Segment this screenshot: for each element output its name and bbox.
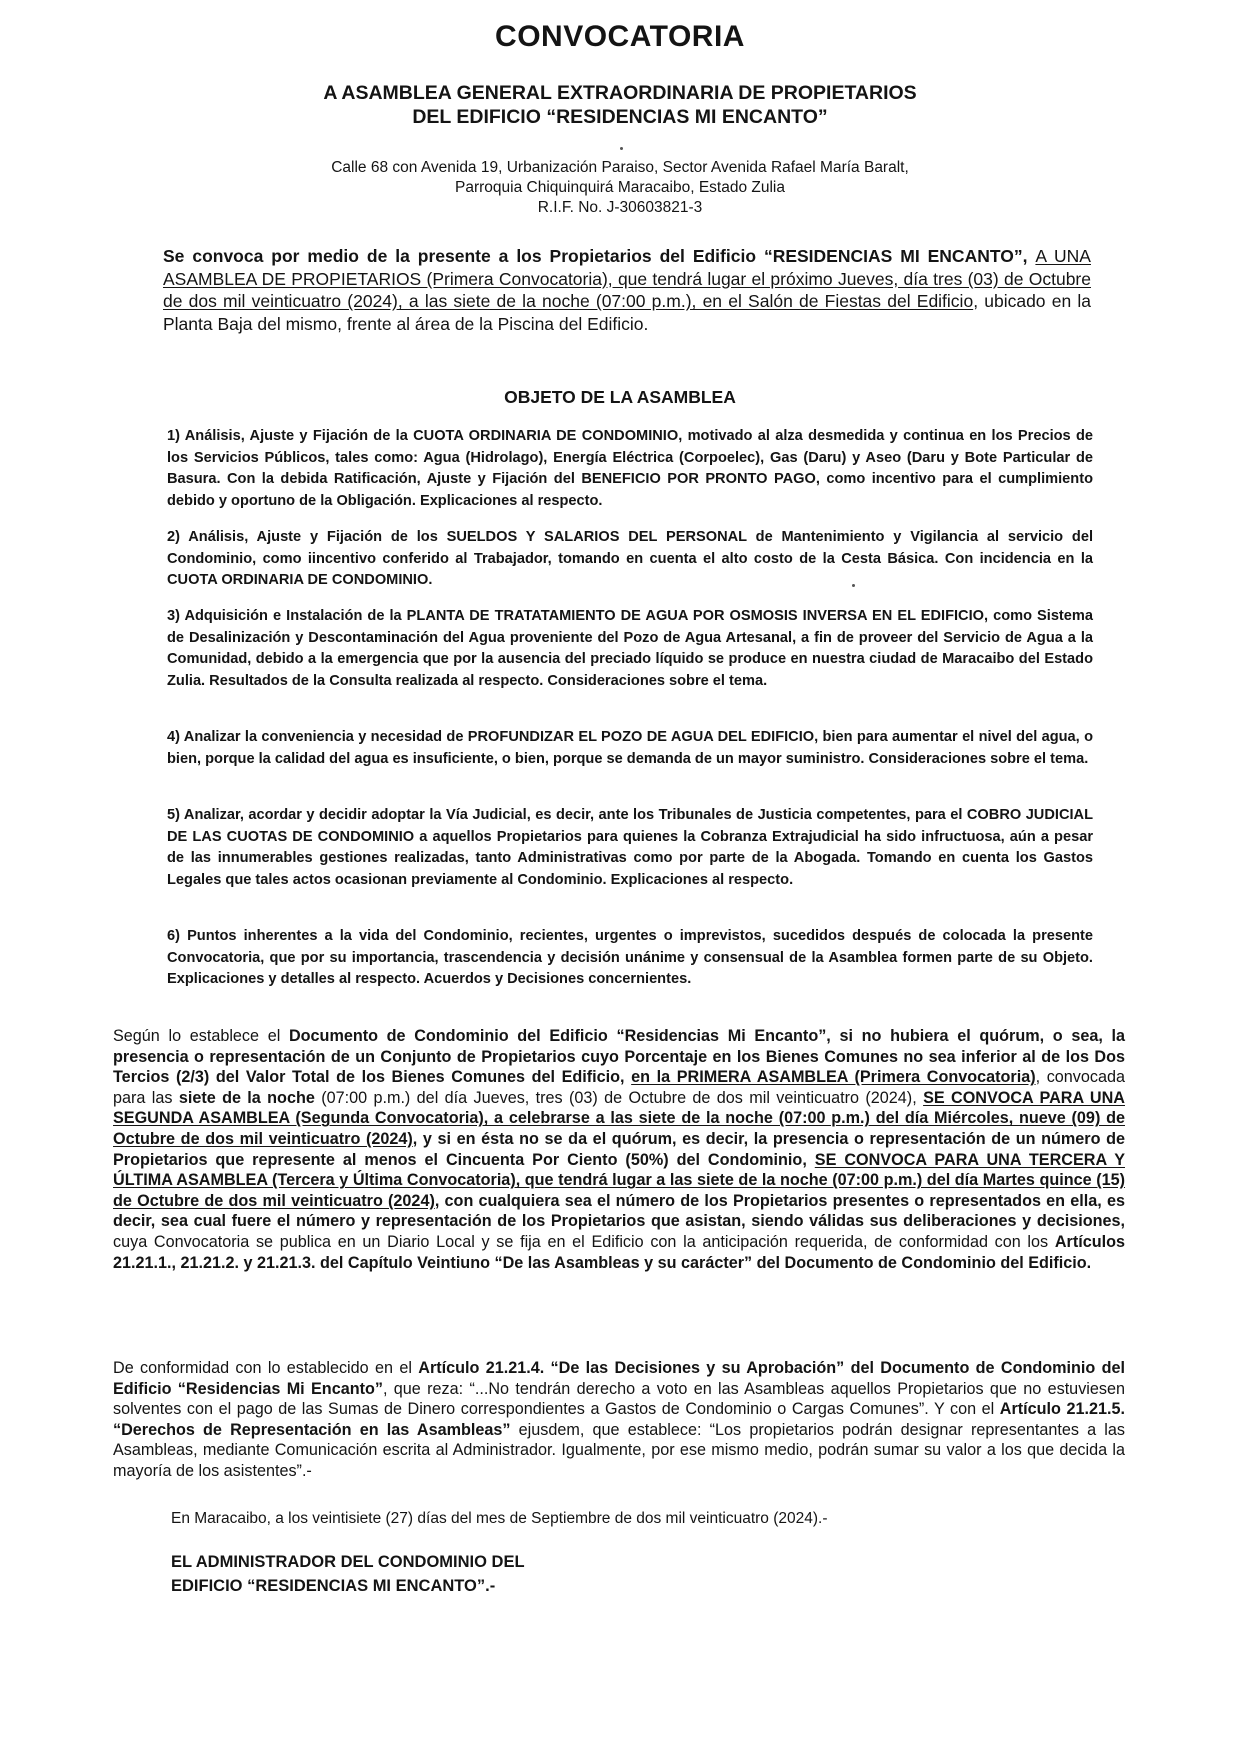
quorum-underline-3: SE CONVOCA PARA UNA TERCERA Y ÚLTIMA ASAMBLEA (Tercera y Última Convocatoria), que tendrá lugar a las siete de la noche (07:00 p.m.) del día Martes quince (15) de Octubre de dos mil veinticuatro (2024) <box>113 1150 1125 1210</box>
signature-line-2: EDIFICIO “RESIDENCIAS MI ENCANTO”.- <box>171 1577 496 1595</box>
quorum-text-1: Según lo establece el <box>113 1027 289 1045</box>
articulo-text-3: ejusdem, que establece: “Los propietarios podrán designar representantes a las Asambleas, mediante Comunicación escrita al Administrador. Igualmente, por ese mismo medio, podrán sumar su valor a los que decida la mayoría de los asistentes”.- <box>113 1420 1125 1480</box>
quorum-bold-4: , con cualquiera sea el número de los Propietarios presentes o representados en ella, es decir, sea cual fuere el número y representación de los Propietarios que asistan, siendo válidas sus deliberaciones y decisiones, <box>113 1191 1125 1231</box>
quorum-bold-5: Artículos 21.21.1., 21.21.2. y 21.21.3. del Capítulo Veintiuno “De las Asambleas y su carácter” del Documento de Condominio del Edificio. <box>113 1232 1125 1272</box>
intro-paragraph <box>163 245 1091 335</box>
agenda-item-1: 1) Análisis, Ajuste y Fijación de la CUOTA ORDINARIA DE CONDOMINIO, motivado al alza desmedida y continua en los Precios de los Servicios Públicos, tales como: Agua (Hidrolago), Energía Eléctrica (Corpoelec), Gas (Daru) y Aseo (Daru y Bote Particular de Basura. Con la debida Ratificación, Ajuste y Fijación del BENEFICIO POR PRONTO PAGO, como incentivo para el cumplimiento debido y oportuno de la Obligación. Explicaciones al respecto. <box>167 428 1093 509</box>
quorum-underline-1: en la PRIMERA ASAMBLEA (Primera Convocatoria) <box>631 1068 1036 1087</box>
quorum-bold-2: siete de la noche <box>178 1088 315 1107</box>
articulo-text-2: , que reza: “...No tendrán derecho a voto en las Asambleas aquellos Propietarios que no estuviesen solventes con el pago de las Sumas de Dinero correspondientes a Gastos de Condominio o Cargas Comunes”. Y con el <box>113 1379 1125 1419</box>
agenda-item-5: 5) Analizar, acordar y decidir adoptar la Vía Judicial, es decir, ante los Tribunales de Justicia competentes, para el COBRO JUDICIAL DE LAS CUOTAS DE CONDOMINIO a aquellos Propietarios para quienes la Cobranza Extrajudicial ha sido infructuosa, aún a pesar de las innumerables gestiones realizadas, tanto Administrativas como por parte de la Abogada. Tomando en cuenta los Gastos Legales que tales actos ocasionan previamente al Condominio. Explicaciones al respecto. <box>167 807 1093 888</box>
intro-text-1: Se convoca por medio de la presente a los Propietarios del Edificio “RESIDENCIAS MI ENCANTO”, <box>163 246 1036 266</box>
intro-text-2: , ubicado en la Planta Baja del mismo, frente al área de la Piscina del Edificio. <box>163 291 1091 334</box>
quorum-bold-3: , y si en ésta no se da el quórum, es decir, la presencia o representación de un número de Propietarios que represente al menos el Cincuenta Por Ciento (50%) del Condominio, <box>113 1129 1125 1169</box>
articulo-bold-1: Artículo 21.21.4. “De las Decisiones y su Aprobación” del Documento de Condominio del Edificio “Residencias Mi Encanto” <box>113 1359 1125 1398</box>
address-line-2: Parroquia Chiquinquirá Maracaibo, Estado Zulia <box>455 179 785 196</box>
intro-underlined: A UNA ASAMBLEA DE PROPIETARIOS (Primera Convocatoria), que tendrá lugar el próximo Jueves, día tres (03) de Octubre de dos mil veinticuatro (2024), a las siete de la noche (07:00 p.m.), en el Salón de Fiestas del Edificio <box>163 246 1091 311</box>
quorum-paragraph <box>113 1026 1125 1273</box>
agenda-item-4: 4) Analizar la conveniencia y necesidad de PROFUNDIZAR EL POZO DE AGUA DEL EDIFICIO, bien para aumentar el nivel del agua, o bien, porque la calidad del agua es insuficiente, o bien, porque se demanda de un mayor suministro. Consideraciones sobre el tema. <box>167 729 1093 767</box>
quorum-text-3: (07:00 p.m.) del día Jueves, tres (03) de Octubre de dos mil veinticuatro (2024), <box>314 1088 924 1107</box>
subtitle-line-2: DEL EDIFICIO “RESIDENCIAS MI ENCANTO” <box>412 106 828 128</box>
agenda-item-3: 3) Adquisición e Instalación de la PLANTA DE TRATATAMIENTO DE AGUA POR OSMOSIS INVERSA EN EL EDIFICIO, como Sistema de Desalinización y Descontaminación del Agua proveniente del Pozo de Agua Artesanal, a fin de proveer del Servicio de Agua a la Comunidad, debido a la emergencia que por la ausencia del preciado líquido se produce en nuestra ciudad de Maracaibo del Estado Zulia. Resultados de la Consulta realizada al respecto. Consideraciones sobre el tema. <box>167 608 1093 689</box>
speck-mark <box>852 584 855 587</box>
agenda-item-6: 6) Puntos inherentes a la vida del Condominio, recientes, urgentes o imprevistos, sucedidos después de colocada la presente Convocatoria, que por su importancia, trascendencia y decisión unánime y consensual de la Asamblea formen parte de su Objeto. Explicaciones y detalles al respecto. Acuerdos y Decisiones concernientes. <box>167 928 1093 988</box>
agenda-item-2: 2) Análisis, Ajuste y Fijación de los SUELDOS Y SALARIOS DEL PERSONAL de Mantenimiento y Vigilancia al servicio del Condominio, como iincentivo conferido al Trabajador, tomando en cuenta el alto costo de la Cesta Básica. Con incidencia en la CUOTA ORDINARIA DE CONDOMINIO. <box>167 529 1093 589</box>
objeto-heading: OBJETO DE LA ASAMBLEA <box>504 387 736 407</box>
signature-line-1: EL ADMINISTRADOR DEL CONDOMINIO DEL <box>171 1553 525 1571</box>
articulo-bold-2: Artículo 21.21.5. “Derechos de Representación en las Asambleas” <box>113 1400 1125 1439</box>
address-line-3: R.I.F. No. J-30603821-3 <box>537 199 703 216</box>
speck-mark <box>620 147 623 150</box>
signature-block <box>171 1550 525 1598</box>
subtitle-line-1: A ASAMBLEA GENERAL EXTRAORDINARIA DE PROPIETARIOS <box>323 82 917 104</box>
quorum-underline-2: SE CONVOCA PARA UNA SEGUNDA ASAMBLEA (Segunda Convocatoria), a celebrarse a las siete de la noche (07:00 p.m.) del día Miércoles, nueve (09) de Octubre de dos mil veinticuatro (2024) <box>113 1088 1125 1148</box>
articulo-text-1: De conformidad con lo establecido en el <box>113 1359 419 1377</box>
address-line-1: Calle 68 con Avenida 19, Urbanización Paraiso, Sector Avenida Rafael María Baralt, <box>331 159 909 176</box>
closing-date: En Maracaibo, a los veintisiete (27) días del mes de Septiembre de dos mil veinticuatro (2024).- <box>171 1510 828 1527</box>
document-title: CONVOCATORIA <box>495 20 745 53</box>
articulo-paragraph <box>113 1358 1125 1482</box>
quorum-bold-1: Documento de Condominio del Edificio “Residencias Mi Encanto”, si no hubiera el quórum, o sea, la presencia o representación de un Conjunto de Propietarios cuyo Porcentaje en los Bienes Comunes no sea inferior al de los Dos Tercios (2/3) del Valor Total de los Bienes Comunes del Edificio, <box>113 1027 1125 1087</box>
quorum-text-4: cuya Convocatoria se publica en un Diario Local y se fija en el Edificio con la anticipación requerida, de conformidad con los <box>113 1232 1055 1251</box>
quorum-text-2: , convocada para las <box>113 1068 1126 1107</box>
